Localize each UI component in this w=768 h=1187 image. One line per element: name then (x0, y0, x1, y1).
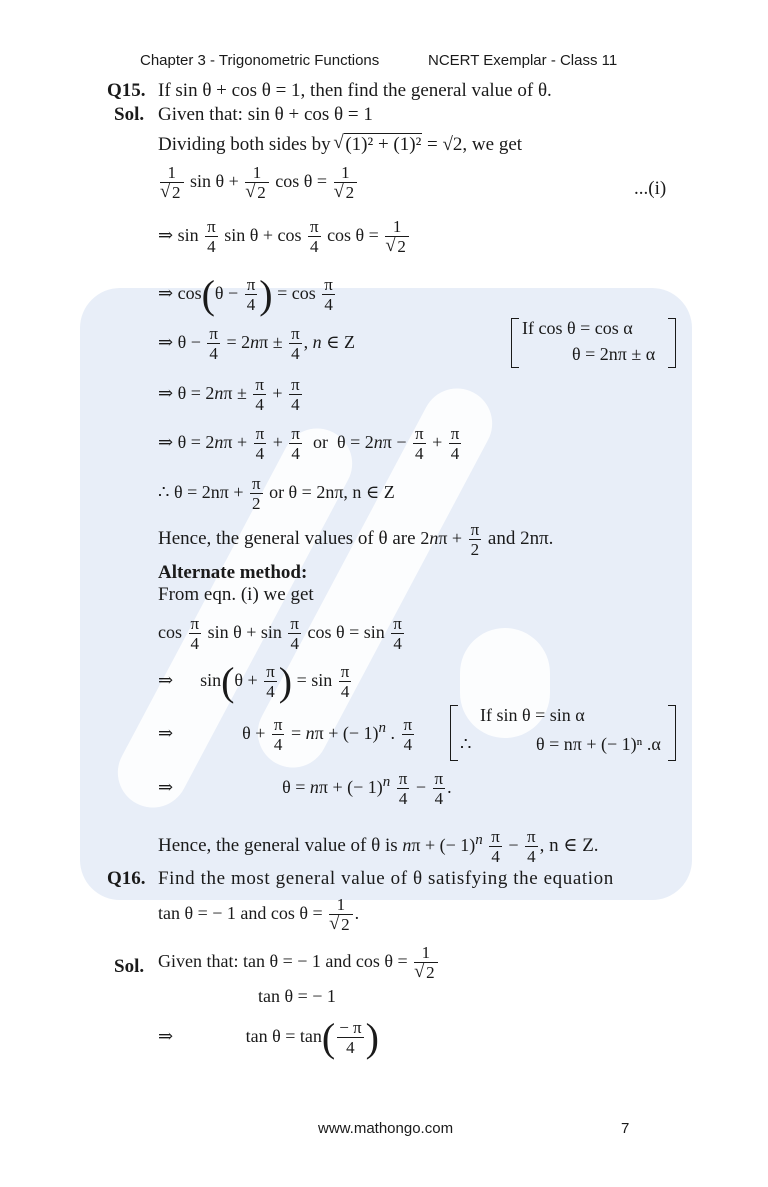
bracket-result: θ = 2nπ ± α (572, 344, 656, 364)
equation-6: ⇒ θ = 2nπ + $\frac{\pi}{4}$ + $\frac{\pi}{4}$ or θ = 2nπ − $\frac{\pi}{4}$ + $\frac{\pi}{4}$ (158, 424, 460, 463)
equation-alt-3: ⇒ θ + $\frac{\pi}{4}$ = nπ + (− 1)$^n$ . $\frac{\pi}{4}$ (158, 715, 413, 754)
equation-1: 1 √ 2 sin θ + 1 √ 2 cos θ = 1 √ 2 (158, 164, 359, 202)
tan-line-2: ⇒ tan θ = tan( $\frac{- \pi}{4}$ ) (158, 1015, 379, 1060)
tan-line: tan θ = − 1 (258, 986, 336, 1006)
solution-label: Sol. (114, 104, 145, 125)
bracket-right (668, 318, 676, 368)
conclusion-part-b: or θ = 2nπ, n ∈ Z (269, 481, 395, 502)
alternate-from: From eqn. (i) we get (158, 584, 314, 605)
equation-3: ⇒ cos(θ − $\frac{\pi}{4}$ ) = cos $\frac{\pi}{4}$ (158, 272, 333, 317)
bracket-right-2 (668, 705, 676, 761)
equation-2: ⇒ sin $\frac{\pi}{4}$ sin θ + cos $\frac{\pi}{4}$ cos θ = 1 √ 2 (158, 218, 411, 256)
equation-ref: ...(i) (634, 178, 667, 199)
hence2-suffix: , n ∈ Z. (539, 834, 599, 856)
bracket-left (511, 318, 519, 368)
therefore-symbol: ∴ (460, 734, 472, 754)
equation-7: ∴ θ = 2nπ + $\frac{\pi}{2}$ or θ = 2nπ, n ∈ Z (158, 474, 395, 513)
equation-alt-2: ⇒ sin(θ + $\frac{\pi}{4}$ ) = sin $\frac{\pi}{4}$ (158, 659, 350, 704)
alternate-heading: Alternate method: (158, 562, 308, 583)
hence-prefix: Hence, the general values of θ are (158, 527, 416, 549)
book-title: NCERT Exemplar - Class 11 (428, 52, 618, 69)
hence2-prefix: Hence, the general value of θ is (158, 834, 398, 856)
bracket2-condition: If sin θ = sin α (480, 705, 585, 725)
solution-16-label: Sol. (114, 956, 145, 977)
question-text: If sin θ + cos θ = 1, then find the general value of θ. (158, 80, 552, 101)
dividing-prefix: Dividing both sides by (158, 134, 331, 155)
hence-line-2: Hence, the general value of θ is nπ + (− 1)$^n$ $\frac{\pi}{4}$ − $\frac{\pi}{4}$ , n ∈ Z. (158, 827, 599, 866)
equation-alt-1: cos $\frac{\pi}{4}$ sin θ + sin $\frac{\pi}{4}$ cos θ = sin $\frac{\pi}{4}$ (158, 614, 402, 653)
dividing-line (158, 134, 522, 156)
given-line: Given that: sin θ + cos θ = 1 (158, 104, 373, 125)
page-number: 7 (621, 1120, 630, 1137)
sqrt-expression (335, 134, 422, 156)
chapter-title: Chapter 3 - Trigonometric Functions (140, 52, 380, 69)
q16-line2-text: tan θ = − 1 and cos θ = (158, 902, 323, 923)
equation-4: ⇒ θ − $\frac{\pi}{4}$ = 2nπ ± $\frac{\pi}{4}$ , n ∈ Z (158, 324, 355, 363)
equation-5: ⇒ θ = 2nπ ± $\frac{\pi}{4}$ + $\frac{\pi}{4}$ (158, 375, 300, 414)
tan-text: tan θ = tan (245, 1026, 322, 1047)
given-16-line: Given that: tan θ = − 1 and cos θ = 1 √ 2 (158, 944, 440, 982)
bracket-condition: If cos θ = cos α (522, 318, 633, 338)
question-16-label: Q16. (107, 868, 146, 889)
question-16-text: Find the most general value of θ satisfying the equation (158, 868, 614, 889)
dividing-suffix: = √2, we get (427, 134, 523, 155)
radicand: (1)² + (1)² (345, 134, 422, 155)
hence-line-1: Hence, the general values of θ are 2nπ + $\frac{\pi}{2}$ and 2nπ. (158, 520, 554, 559)
given-16-text: Given that: tan θ = − 1 and cos θ = (158, 950, 408, 971)
question-label: Q15. (107, 80, 146, 101)
equation-alt-4: ⇒ θ = nπ + (− 1)$^n$ $\frac{\pi}{4}$ − $\frac{\pi}{4}$ . (158, 769, 452, 808)
footer-site: www.mathongo.com (318, 1120, 454, 1137)
question-16-line2: tan θ = − 1 and cos θ = 1 √ 2 . (158, 896, 359, 934)
conclusion-part-a: ∴ θ = 2nπ + (158, 481, 244, 502)
bracket2-result: θ = nπ + (− 1)ⁿ .α (536, 734, 661, 754)
bracket-left-2 (450, 705, 458, 761)
hence-suffix: and 2nπ. (487, 527, 554, 549)
